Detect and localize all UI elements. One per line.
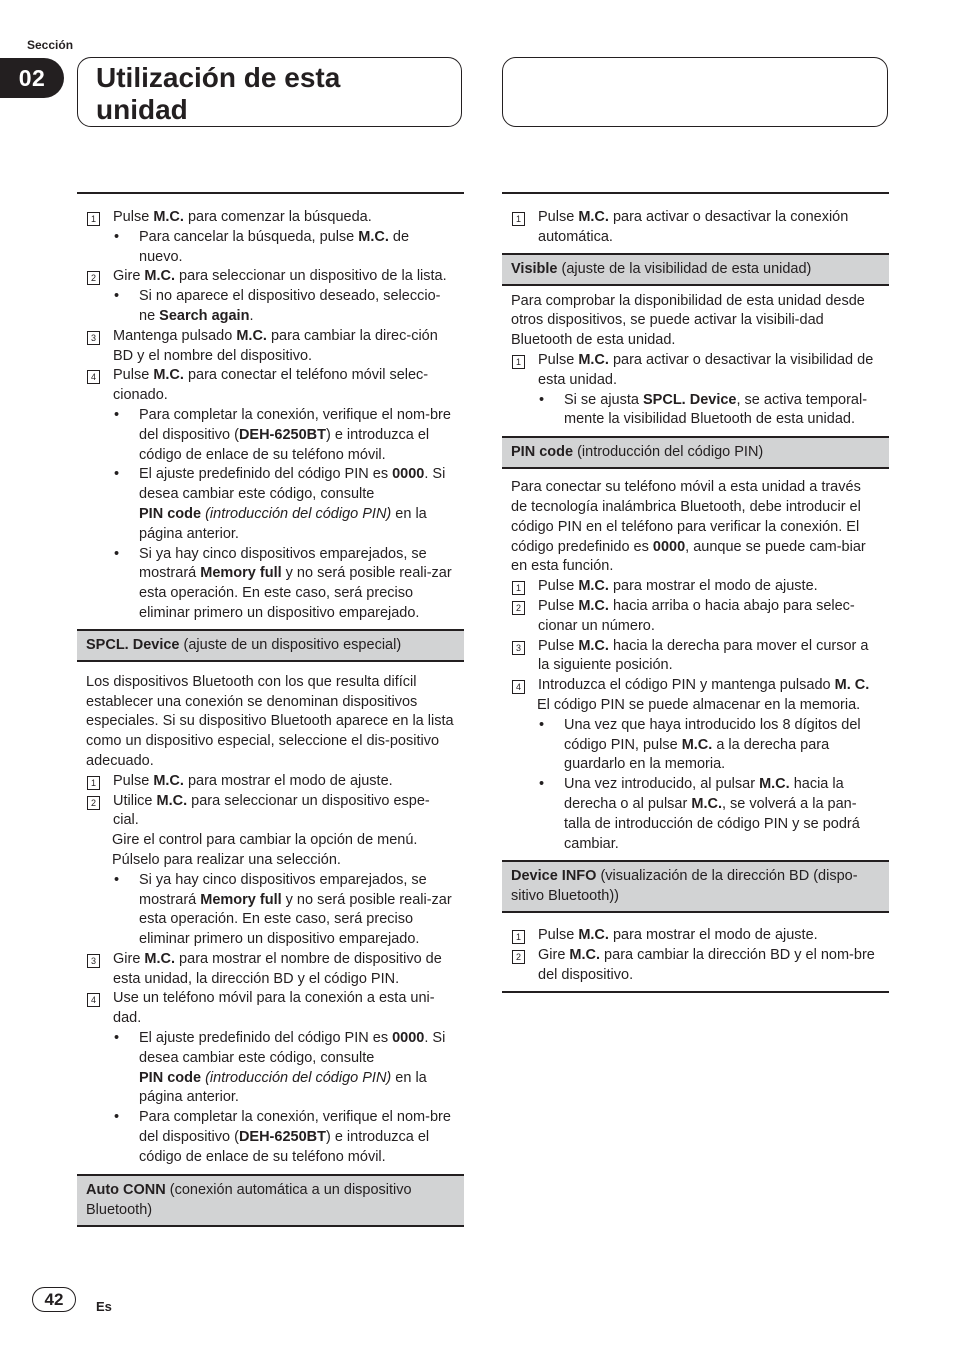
step-item: 4 Use un teléfono móvil para la conexión a esta uni-dad.	[86, 989, 455, 1029]
section-number-tab: 02	[0, 58, 64, 98]
bullet-item: • Para completar la conexión, verifique el nom-bre del dispositivo (DEH-6250BT) e introduzca el código de enlace de su teléfono móvil.	[114, 406, 451, 463]
section-header-spcl-device: SPCL. Device (ajuste de un dispositivo especial)	[77, 629, 464, 662]
divider	[502, 991, 889, 993]
bullet-item: • Si ya hay cinco dispositivos emparejados, se mostrará Memory full y no será posible reali-zar esta operación. En este caso, será preciso eliminar primero un dispositivo emparejado.	[114, 545, 452, 621]
step-number: 3	[87, 331, 100, 345]
step-note: El código PIN se puede almacenar en la memoria.	[537, 696, 861, 713]
section-intro: Los dispositivos Bluetooth con los que resulta difícil establecer una conexión se denominan dispositivos especiales. Si su dispositivo Bluetooth aparece en la lista como un dispositivo especial, seleccione el dis-positivo adecuado.	[86, 673, 454, 769]
bullet-item: • Para completar la conexión, verifique el nom-bre del dispositivo (DEH-6250BT) e introduzca el código de enlace de su teléfono móvil.	[114, 1109, 451, 1165]
bullet-item: • El ajuste predefinido del código PIN es 0000. Si desea cambiar este código, consulte PIN code (introducción del código PIN) en la página anterior.	[114, 1030, 446, 1106]
section-label: Sección	[27, 38, 74, 52]
pin-code-section	[502, 469, 889, 854]
step-item: 1 Pulse M.C. para activar o desactivar la visibilidad de esta unidad.	[511, 351, 880, 391]
step-item: 1 Pulse M.C. para mostrar el modo de ajuste.	[511, 926, 880, 946]
step-item: 3 Mantenga pulsado M.C. para cambiar la direc-ción BD y el nombre del dispositivo.	[86, 327, 455, 367]
header-blank-box	[502, 57, 888, 127]
spcl-device-section	[77, 662, 464, 1168]
section-header-device-info: Device INFO (visualización de la dirección BD (dispo-sitivo Bluetooth))	[502, 860, 889, 913]
step-item: 2 Gire M.C. para cambiar la dirección BD y el nom-bre del dispositivo.	[511, 946, 880, 986]
step-number: 4	[87, 370, 100, 384]
section-header-auto-conn: Auto CONN (conexión automática a un dispositivo Bluetooth)	[77, 1174, 464, 1227]
right-column	[502, 192, 889, 993]
step-item: 4 Pulse M.C. para conectar el teléfono móvil selec-cionado.	[86, 366, 455, 406]
step-note: Gire el control para cambiar la opción de menú. Púlselo para realizar una selección.	[112, 832, 418, 868]
bullet-item: • El ajuste predefinido del código PIN es 0000. Si desea cambiar este código, consulte PIN code (introducción del código PIN) en la página anterior.	[114, 466, 446, 542]
bullet-item: • Una vez introducido, al pulsar M.C. hacia la derecha o al pulsar M.C., se volverá a la pan-talla de introducción de código PIN y se podrá cambiar.	[539, 776, 860, 852]
bullet-item: • Si no aparece el dispositivo deseado, seleccio-ne Search again.	[114, 288, 441, 324]
step-item: 1 Pulse M.C. para activar o desactivar la conexión automática.	[511, 208, 880, 248]
step-item: 1 Pulse M.C. para comenzar la búsqueda.	[86, 208, 455, 228]
language-code: Es	[96, 1299, 112, 1314]
auto-conn-steps	[502, 194, 889, 248]
bullet-item: • Una vez que haya introducido los 8 dígitos del código PIN, pulse M.C. a la derecha para guardarlo en la memoria.	[539, 716, 861, 773]
device-info-section	[502, 913, 889, 990]
search-steps	[77, 194, 464, 624]
page-title-line1: Utilización de esta	[96, 62, 341, 93]
step-item: 1 Pulse M.C. para mostrar el modo de ajuste.	[86, 772, 455, 792]
section-header-visible: Visible (ajuste de la visibilidad de esta unidad)	[502, 253, 889, 286]
step-item: 1 Pulse M.C. para mostrar el modo de ajuste.	[511, 577, 880, 597]
step-item: 3 Pulse M.C. hacia la derecha para mover el cursor a la siguiente posición.	[511, 637, 880, 677]
page-title-line2: unidad	[96, 94, 188, 125]
bullet-item: • Si se ajusta SPCL. Device, se activa temporal-mente la visibilidad Bluetooth de esta unidad.	[539, 391, 868, 428]
left-column	[77, 192, 464, 1227]
step-item: 2 Utilice M.C. para seleccionar un dispositivo espe-cial.	[86, 792, 455, 832]
section-header-pin-code: PIN code (introducción del código PIN)	[502, 436, 889, 469]
visible-section	[502, 286, 889, 431]
step-number: 1	[87, 212, 100, 226]
page-number: 42	[32, 1287, 76, 1312]
step-number: 2	[87, 271, 100, 285]
step-item: 3 Gire M.C. para mostrar el nombre de dispositivo de esta unidad, la dirección BD y el código PIN.	[86, 950, 455, 990]
step-item: 4 Introduzca el código PIN y mantenga pulsado M. C.	[511, 676, 880, 696]
section-intro: Para comprobar la disponibilidad de esta unidad desde otros dispositivos, se puede activar la visibili-dad Bluetooth de esta unidad.	[511, 292, 865, 349]
step-item: 2 Gire M.C. para seleccionar un dispositivo de la lista.	[86, 267, 455, 287]
page-title	[77, 57, 462, 127]
section-intro: Para conectar su teléfono móvil a esta unidad a través de tecnología inalámbrica Bluetooth, debe introducir el código PIN en el teléfono para verificar la conexión. El código predefinido es 0000, aunque se puede cam-biar en esta función.	[511, 479, 866, 575]
step-item: 2 Pulse M.C. hacia arriba o hacia abajo para selec-cionar un número.	[511, 597, 880, 637]
bullet-item: • Si ya hay cinco dispositivos emparejados, se mostrará Memory full y no será posible reali-zar esta operación. En este caso, será preciso eliminar primero un dispositivo emparejado.	[114, 871, 452, 948]
bullet-item: • Para cancelar la búsqueda, pulse M.C. de nuevo.	[114, 228, 410, 265]
